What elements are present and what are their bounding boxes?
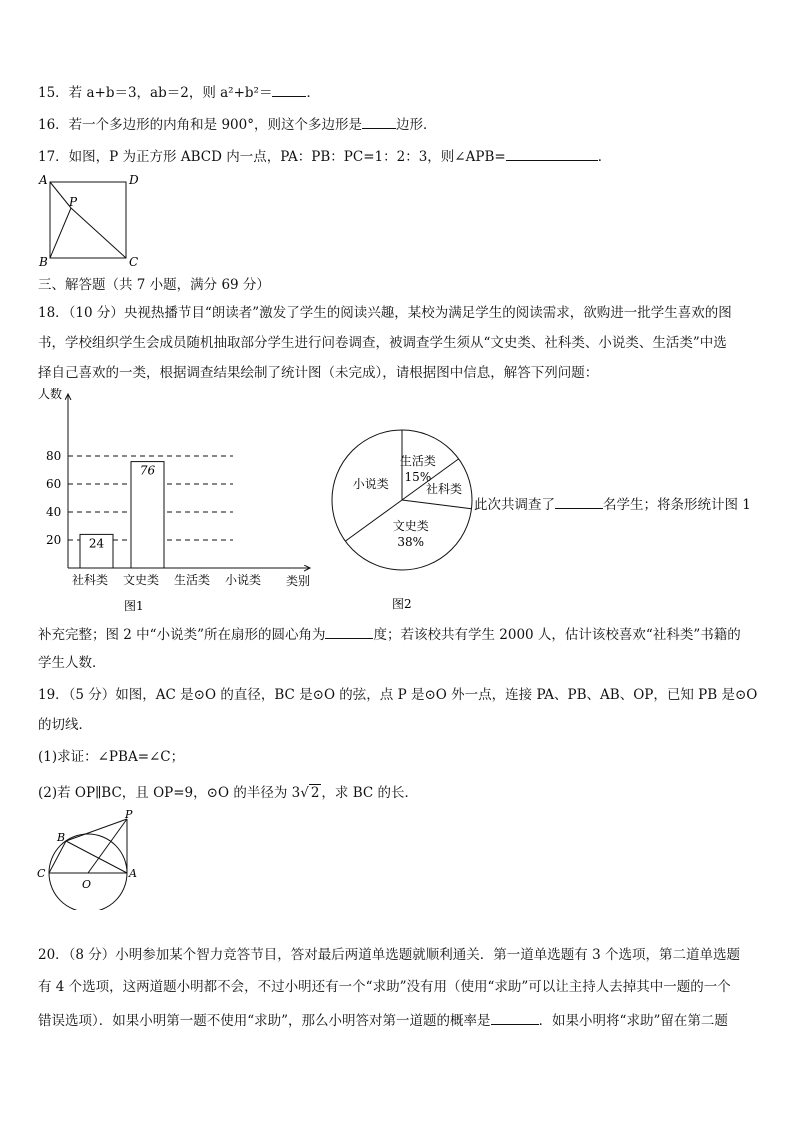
data-label-文史类: 76 bbox=[139, 463, 156, 478]
sqrt-symbol: √ 2 bbox=[300, 785, 320, 801]
q16-text: 16．若一个多边形的内角和是 900°，则这个多边形是 bbox=[38, 117, 362, 133]
y-tick-label-80: 80 bbox=[46, 449, 62, 463]
pie-label-生活类: 生活类 bbox=[399, 453, 436, 468]
q18-line4 bbox=[38, 624, 741, 644]
bar-chart-figure1 bbox=[28, 384, 328, 620]
pie-label-小说类: 小说类 bbox=[352, 477, 389, 492]
q19-circle-figure bbox=[30, 810, 150, 910]
x-tick-label-1: 文史类 bbox=[123, 573, 160, 587]
segment-op bbox=[88, 819, 127, 873]
q17-square-figure bbox=[34, 172, 144, 268]
question-16 bbox=[38, 114, 437, 134]
q18-angle-blank[interactable] bbox=[325, 624, 373, 639]
segment-pc bbox=[71, 208, 126, 258]
label-d: D bbox=[129, 173, 139, 187]
pie-label-文史类: 文史类 bbox=[392, 518, 429, 533]
q19-line1: 19．（5 分）如图，AC 是⊙O 的直径，BC 是⊙O 的弦，点 P 是⊙O 外一点，连接 PA、PB、AB、OP，已知 PB 是⊙O bbox=[38, 687, 758, 703]
q19-part1: (1)求证：∠PBA=∠C； bbox=[38, 749, 185, 765]
x-tick-label-2: 生活类 bbox=[174, 573, 211, 587]
label-o: O bbox=[82, 878, 92, 891]
y-tick-label-40: 40 bbox=[46, 505, 62, 519]
x-tick-label-0: 社科类 bbox=[72, 573, 109, 587]
circle-o bbox=[49, 834, 127, 910]
data-label-社科类: 24 bbox=[88, 536, 105, 551]
label-a: A bbox=[129, 867, 137, 880]
q15-answer-blank[interactable] bbox=[272, 82, 306, 97]
q19-part2b: ，求 BC 的长． bbox=[321, 785, 418, 801]
q18-line1: 18．（10 分）央视热播节目“朗读者”激发了学生的阅读兴趣，某校为满足学生的阅读需求，欲购进一批学生喜欢的图 bbox=[38, 305, 732, 321]
segment-pb bbox=[50, 208, 71, 258]
x-tick-label-3: 小说类 bbox=[225, 573, 262, 587]
q20-line3a: 错误选项）．如果小明第一题不使用“求助”，那么小明答对第一道题的概率是 bbox=[38, 1013, 491, 1029]
q20-line2: 有 4 个选项，这两道题小明都不会，不过小明还有一个“求助”没有用（使用“求助”可以让主持人去掉其中一题的一个 bbox=[38, 979, 731, 995]
q15-end: ． bbox=[306, 85, 320, 101]
y-axis-label: 人数 bbox=[38, 387, 63, 401]
question-17 bbox=[38, 146, 611, 166]
label-c: C bbox=[129, 255, 139, 268]
pie-label-社科类: 社科类 bbox=[426, 482, 463, 497]
q19-line2: 的切线． bbox=[38, 717, 92, 733]
label-a: A bbox=[39, 173, 48, 187]
q18-side-b: 名学生；将条形统计图 1 bbox=[603, 497, 751, 513]
tangent-pb bbox=[66, 819, 127, 841]
q20-answer-blank[interactable] bbox=[491, 1010, 539, 1025]
q18-line5: 学生人数． bbox=[38, 655, 106, 671]
q18-side-text bbox=[474, 494, 751, 514]
figure1-caption: 图1 bbox=[124, 599, 144, 613]
section-3-heading: 三、解答题（共 7 小题，满分 69 分） bbox=[38, 277, 270, 293]
y-tick-label-60: 60 bbox=[46, 477, 62, 491]
q19-part2 bbox=[38, 784, 418, 802]
segment-ab bbox=[66, 841, 127, 873]
q20-line3 bbox=[38, 1010, 728, 1030]
x-axis-label: 类别 bbox=[286, 574, 311, 588]
label-c: C bbox=[37, 867, 46, 880]
chord-bc bbox=[49, 841, 66, 873]
pie-percent-生活类: 15% bbox=[404, 469, 432, 484]
q18-line3: 择自己喜欢的一类，根据调查结果绘制了统计图（未完成），请根据图中信息，解答下列问题： bbox=[38, 365, 599, 381]
figure2-caption: 图2 bbox=[392, 597, 412, 611]
pie-chart-figure2 bbox=[330, 422, 480, 618]
q17-answer-blank[interactable] bbox=[506, 146, 598, 161]
q17-text: 17．如图，P 为正方形 ABCD 内一点，PA：PB：PC=1：2：3，则∠APB= bbox=[38, 149, 506, 165]
q17-end: ． bbox=[597, 149, 612, 165]
q18-side-a: 此次共调查了 bbox=[474, 497, 555, 513]
label-p: P bbox=[125, 810, 133, 821]
q15-text: 15．若 a+b＝3，ab＝2，则 a²+b²＝ bbox=[38, 85, 273, 101]
q18-total-blank[interactable] bbox=[555, 494, 603, 509]
question-15 bbox=[38, 82, 320, 102]
segment-pa bbox=[50, 182, 71, 208]
label-b: B bbox=[39, 255, 48, 268]
label-p: P bbox=[69, 195, 78, 209]
q16-end: 边形． bbox=[396, 117, 437, 133]
pie-percent-文史类: 38% bbox=[397, 534, 425, 549]
q18-line4b: 度；若该校共有学生 2000 人，估计该校喜欢“社科类”书籍的 bbox=[373, 627, 741, 643]
q16-answer-blank[interactable] bbox=[362, 114, 396, 129]
y-tick-label-20: 20 bbox=[46, 533, 62, 547]
q19-part2a: (2)若 OP∥BC，且 OP=9，⊙O 的半径为 3 bbox=[38, 785, 301, 801]
q20-line3b: ．如果小明将“求助”留在第二题 bbox=[538, 1013, 728, 1029]
q18-line4a: 补充完整；图 2 中“小说类”所在扇形的圆心角为 bbox=[38, 627, 326, 643]
label-b: B bbox=[57, 831, 66, 844]
sqrt-arg: 2 bbox=[310, 785, 320, 801]
q18-line2: 书，学校组织学生会成员随机抽取部分学生进行问卷调查，被调查学生须从“文史类、社科类、小说类、生活类”中选 bbox=[38, 335, 727, 351]
square-abcd bbox=[50, 182, 126, 258]
q20-line1: 20．（8 分）小明参加某个智力竞答节目，答对最后两道单选题就顺利通关．第一道单选题有 3 个选项，第二道单选题 bbox=[38, 947, 740, 963]
